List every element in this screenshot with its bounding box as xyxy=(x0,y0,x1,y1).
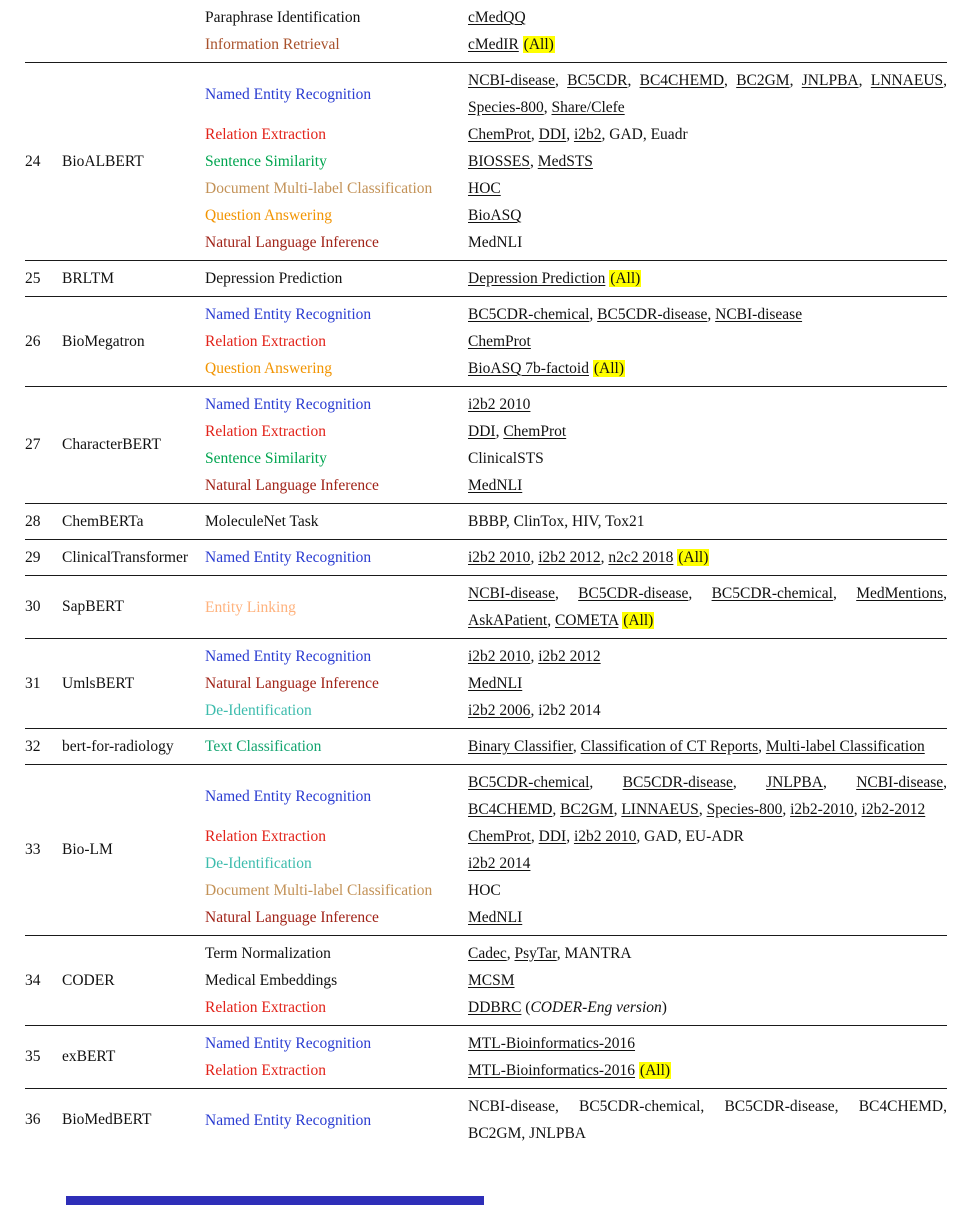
model-name: bert-for-radiology xyxy=(62,737,174,755)
dataset-text: Tox21 xyxy=(605,513,645,530)
dataset-link[interactable]: PsyTar xyxy=(514,945,557,962)
dataset-link[interactable]: cMedQQ xyxy=(468,9,526,26)
row-lines xyxy=(205,261,947,296)
dataset-link[interactable]: i2b2 2012 xyxy=(538,648,601,665)
dataset-link[interactable]: BC5CDR-disease xyxy=(578,585,689,602)
datasets-cell xyxy=(468,1030,947,1057)
dataset-link[interactable]: i2b2 2010 xyxy=(468,549,531,566)
dataset-link[interactable]: Share/Clefe xyxy=(551,99,625,116)
dataset-text: BC5CDR-chemical xyxy=(579,1098,701,1115)
dataset-link[interactable]: HOC xyxy=(468,180,501,197)
datasets-cell xyxy=(468,877,947,904)
dataset-text: HOC xyxy=(468,882,501,899)
task-line xyxy=(205,301,947,328)
table-row xyxy=(25,1088,947,1151)
task-label: Term Normalization xyxy=(205,945,331,962)
dataset-link[interactable]: DDI xyxy=(538,828,567,845)
dataset-link[interactable]: NCBI-disease xyxy=(856,774,944,791)
datasets-cell xyxy=(468,994,947,1021)
dataset-text: ( xyxy=(525,999,531,1016)
task-label: Document Multi-label Classification xyxy=(205,180,433,197)
task-line xyxy=(205,823,947,850)
dataset-link[interactable]: cMedIR xyxy=(468,36,519,53)
task-line xyxy=(205,175,947,202)
datasets-cell xyxy=(468,202,947,229)
dataset-link[interactable]: NCBI-disease xyxy=(715,306,803,323)
task-label: Named Entity Recognition xyxy=(205,549,372,566)
task-label: Sentence Similarity xyxy=(205,153,327,170)
row-number: 24 xyxy=(25,152,41,170)
task-line xyxy=(205,733,947,760)
task-line xyxy=(205,904,947,931)
task-line xyxy=(205,445,947,472)
task-label: De-Identification xyxy=(205,702,312,719)
task-label: Named Entity Recognition xyxy=(205,85,372,103)
row-lines xyxy=(205,639,947,728)
row-number: 30 xyxy=(25,598,41,615)
row-lines xyxy=(205,1089,947,1151)
task-line xyxy=(205,31,947,58)
partial-blue-bar xyxy=(66,1196,484,1205)
task-label: Medical Embeddings xyxy=(205,972,338,989)
row-number: 28 xyxy=(25,512,41,530)
task-label: Relation Extraction xyxy=(205,999,326,1016)
task-line xyxy=(205,265,947,292)
task-label: Paraphrase Identification xyxy=(205,9,361,26)
task-line xyxy=(205,850,947,877)
row-number: 29 xyxy=(25,548,41,566)
row-number: 25 xyxy=(25,269,41,287)
dataset-link[interactable]: MedNLI xyxy=(468,909,523,926)
dataset-text: BC2GM xyxy=(468,1125,522,1142)
task-line xyxy=(205,580,947,634)
row-lines xyxy=(205,729,947,764)
datasets-cell xyxy=(468,472,947,499)
all-highlight: (All) xyxy=(639,1062,671,1079)
dataset-link[interactable]: JNLPBA xyxy=(766,774,823,791)
task-line xyxy=(205,4,947,31)
datasets-cell xyxy=(468,391,947,418)
datasets-cell: BC5CDR-chemical, BC5CDR-disease, JNLPBA, NCBI-disease, BC4CHEMD, BC2GM, LINNAEUS, Species-800, i2b2-2010, i2b2-2012 xyxy=(468,774,948,818)
row-lines xyxy=(205,504,947,539)
task-label: Relation Extraction xyxy=(205,126,326,143)
dataset-link[interactable]: ChemProt xyxy=(503,423,567,440)
datasets-cell xyxy=(468,967,947,994)
datasets-cell: NCBI-disease, BC5CDR-disease, BC5CDR-chemical, MedMentions, AskAPatient, COMETA (All) xyxy=(468,585,948,629)
dataset-link[interactable]: BC5CDR-chemical xyxy=(711,585,833,602)
dataset-link[interactable]: DDBRC xyxy=(468,999,522,1016)
task-line xyxy=(205,940,947,967)
dataset-link[interactable]: n2c2 2018 xyxy=(608,549,674,566)
row-lines xyxy=(205,0,947,62)
table-row xyxy=(25,728,947,764)
dataset-link[interactable]: BC2GM xyxy=(736,72,790,89)
datasets-cell xyxy=(468,445,947,472)
datasets-cell xyxy=(468,328,947,355)
dataset-text: BC4CHEMD xyxy=(858,1098,944,1115)
row-number: 33 xyxy=(25,841,41,858)
dataset-text: GAD xyxy=(644,828,678,845)
dataset-link[interactable]: MTL-Bioinformatics-2016 xyxy=(468,1062,636,1079)
datasets-cell: i2b2 2010, i2b2 2012, n2c2 2018 (All) xyxy=(468,549,709,566)
dataset-link[interactable]: BC5CDR-chemical xyxy=(468,306,590,323)
datasets-cell xyxy=(468,670,947,697)
row-number: 36 xyxy=(25,1111,41,1128)
dataset-link[interactable]: i2b2 xyxy=(573,126,602,143)
datasets-cell: NCBI-disease, BC5CDR-chemical, BC5CDR-disease, BC4CHEMD, BC2GM, JNLPBA xyxy=(468,1098,947,1142)
datasets-cell xyxy=(468,355,947,382)
dataset-text: EU-ADR xyxy=(685,828,745,845)
task-label: Relation Extraction xyxy=(205,423,326,440)
all-highlight: (All) xyxy=(610,270,641,287)
datasets-cell xyxy=(468,1057,947,1084)
dataset-link[interactable]: BC5CDR-disease xyxy=(622,774,733,791)
dataset-link[interactable]: i2b2 2012 xyxy=(538,549,601,566)
datasets-cell: i2b2 2010, i2b2 2012 xyxy=(468,648,601,665)
dataset-text: MedNLI xyxy=(468,234,523,251)
task-label: Named Entity Recognition xyxy=(205,396,372,413)
dataset-link[interactable]: MCSM xyxy=(468,972,515,989)
task-label: MoleculeNet Task xyxy=(205,513,319,530)
dataset-text: HIV xyxy=(572,513,598,530)
task-line xyxy=(205,121,947,148)
row-lines xyxy=(205,387,947,503)
datasets-cell: ChemProt, DDI, i2b2, GAD, Euadr xyxy=(468,126,688,143)
task-label: Relation Extraction xyxy=(205,828,326,845)
datasets-cell: BIOSSES, MedSTS xyxy=(468,153,593,170)
row-lines xyxy=(205,1026,947,1088)
task-label: De-Identification xyxy=(205,855,312,872)
task-label: Named Entity Recognition xyxy=(205,648,372,665)
dataset-link[interactable]: Cadec xyxy=(468,945,507,962)
task-line xyxy=(205,643,947,670)
datasets-cell: BC5CDR-chemical, BC5CDR-disease, NCBI-disease xyxy=(468,306,803,323)
dataset-note: CODER-Eng version xyxy=(530,999,662,1016)
task-line xyxy=(205,1057,947,1084)
dataset-link[interactable]: BC4CHEMD xyxy=(468,801,553,818)
dataset-link[interactable]: i2b2-2010 xyxy=(790,801,854,818)
datasets-cell xyxy=(468,850,947,877)
datasets-cell: DDI, ChemProt xyxy=(468,423,567,440)
task-line xyxy=(205,877,947,904)
task-label: Entity Linking xyxy=(205,598,296,616)
dataset-link[interactable]: i2b2 2014 xyxy=(468,855,531,872)
row-number: 26 xyxy=(25,332,41,350)
dataset-link[interactable]: JNLPBA xyxy=(801,72,859,89)
dataset-link[interactable]: Species-800 xyxy=(706,801,783,818)
dataset-link[interactable]: BIOSSES xyxy=(468,153,531,170)
dataset-link[interactable]: Binary Classifier xyxy=(468,738,573,755)
dataset-link[interactable]: BC5CDR-chemical xyxy=(468,774,590,791)
task-line xyxy=(205,418,947,445)
row-number: 34 xyxy=(25,971,41,989)
dataset-text: ) xyxy=(661,999,667,1016)
table-row xyxy=(25,260,947,296)
task-line xyxy=(205,1030,947,1057)
model-name: BRLTM xyxy=(62,269,114,287)
task-label: Sentence Similarity xyxy=(205,450,327,467)
dataset-link[interactable]: BC5CDR xyxy=(567,72,628,89)
datasets-cell: NCBI-disease, BC5CDR, BC4CHEMD, BC2GM, JNLPBA, LNNAEUS, Species-800, Share/Clefe xyxy=(468,72,948,116)
all-highlight: (All) xyxy=(678,549,709,566)
datasets-cell xyxy=(468,4,947,31)
row-number: 27 xyxy=(25,436,41,453)
row-lines xyxy=(205,63,947,260)
dataset-text: BC5CDR-disease xyxy=(724,1098,835,1115)
model-name: CODER xyxy=(62,971,115,989)
table-row xyxy=(25,0,947,62)
dataset-link[interactable]: ChemProt xyxy=(468,828,531,845)
dataset-link[interactable]: i2b2 2010 xyxy=(468,396,531,413)
dataset-link[interactable]: i2b2 2010 xyxy=(468,648,531,665)
dataset-text: BBBP xyxy=(468,513,506,530)
dataset-text: i2b2 2014 xyxy=(538,702,601,719)
model-name: BioMedBERT xyxy=(62,1111,152,1128)
dataset-link[interactable]: NCBI-disease xyxy=(468,585,555,602)
task-line xyxy=(205,508,947,535)
dataset-link[interactable]: i2b2 2006 xyxy=(468,702,531,719)
datasets-cell xyxy=(468,229,947,256)
model-name: BioMegatron xyxy=(62,332,145,350)
task-label: Natural Language Inference xyxy=(205,477,379,494)
task-label: Question Answering xyxy=(205,360,333,377)
model-name: exBERT xyxy=(62,1048,116,1065)
dataset-link[interactable]: MTL-Bioinformatics-2016 xyxy=(468,1035,636,1052)
dataset-link[interactable]: ChemProt xyxy=(468,333,531,350)
table-row xyxy=(25,764,947,935)
task-line xyxy=(205,697,947,724)
task-label: Depression Prediction xyxy=(205,270,343,287)
task-label: Information Retrieval xyxy=(205,36,340,53)
task-label: Named Entity Recognition xyxy=(205,787,372,805)
table-row xyxy=(25,539,947,575)
dataset-link[interactable]: NCBI-disease xyxy=(468,72,555,89)
row-lines xyxy=(205,576,947,638)
table-row xyxy=(25,62,947,260)
row-lines xyxy=(205,936,947,1025)
task-line xyxy=(205,355,947,382)
datasets-cell xyxy=(468,175,947,202)
datasets-cell: BBBP, ClinTox, HIV, Tox21 xyxy=(468,513,645,530)
datasets-cell: ChemProt, DDI, i2b2 2010, GAD, EU-ADR xyxy=(468,828,745,845)
dataset-link[interactable]: MedNLI xyxy=(468,477,523,494)
all-highlight: (All) xyxy=(593,360,624,377)
task-label: Named Entity Recognition xyxy=(205,1035,372,1052)
task-line xyxy=(205,769,947,823)
task-label: Relation Extraction xyxy=(205,1062,326,1079)
row-lines xyxy=(205,297,947,386)
all-highlight: (All) xyxy=(623,612,654,629)
task-line xyxy=(205,391,947,418)
row-lines xyxy=(205,765,947,935)
dataset-link[interactable]: i2b2 2010 xyxy=(573,828,637,845)
dataset-link[interactable]: Species-800 xyxy=(468,99,544,116)
dataset-link[interactable]: MedMentions xyxy=(856,585,944,602)
task-label: Named Entity Recognition xyxy=(205,1111,372,1129)
dataset-link[interactable]: BC2GM xyxy=(560,801,614,818)
task-line xyxy=(205,994,947,1021)
dataset-link[interactable]: MedSTS xyxy=(537,153,593,170)
dataset-text: NCBI-disease xyxy=(468,1098,555,1115)
task-line xyxy=(205,202,947,229)
datasets-cell xyxy=(468,904,947,931)
task-label: Natural Language Inference xyxy=(205,909,379,926)
task-label: Document Multi-label Classification xyxy=(205,882,433,899)
dataset-link[interactable]: Classification of CT Reports xyxy=(580,738,759,755)
dataset-link[interactable]: MedNLI xyxy=(468,675,523,692)
datasets-cell xyxy=(468,31,947,58)
task-line xyxy=(205,229,947,256)
dataset-link[interactable]: DDI xyxy=(468,423,496,440)
row-lines xyxy=(205,540,947,575)
dataset-link[interactable]: COMETA xyxy=(554,612,619,629)
task-line xyxy=(205,1093,947,1147)
table-row xyxy=(25,935,947,1025)
task-line xyxy=(205,148,947,175)
table-row xyxy=(25,296,947,386)
dataset-link[interactable]: BioASQ xyxy=(468,207,522,224)
table-row xyxy=(25,575,947,638)
all-highlight: (All) xyxy=(523,36,554,53)
task-line xyxy=(205,670,947,697)
task-line xyxy=(205,67,947,121)
task-line xyxy=(205,967,947,994)
row-number: 32 xyxy=(25,737,41,755)
dataset-text: ClinTox xyxy=(513,513,565,530)
task-label: Relation Extraction xyxy=(205,333,326,350)
task-label: Text Classification xyxy=(205,738,322,755)
dataset-text: JNLPBA xyxy=(529,1125,587,1142)
datasets-cell: Binary Classifier, Classification of CT Reports, Multi-label Classification xyxy=(468,738,925,755)
dataset-link[interactable]: BC4CHEMD xyxy=(639,72,725,89)
table-row xyxy=(25,638,947,728)
task-label: Question Answering xyxy=(205,207,333,224)
dataset-link[interactable]: DDI xyxy=(538,126,567,143)
model-name: Bio-LM xyxy=(62,841,113,858)
dataset-link[interactable]: AskAPatient xyxy=(468,612,548,629)
task-label: Natural Language Inference xyxy=(205,675,379,692)
table-row xyxy=(25,503,947,539)
dataset-link[interactable]: LINNAEUS xyxy=(621,801,699,818)
model-name: CharacterBERT xyxy=(62,436,161,453)
dataset-text: Euadr xyxy=(650,126,688,143)
dataset-link[interactable]: ChemProt xyxy=(468,126,531,143)
model-name: SapBERT xyxy=(62,598,124,615)
task-line xyxy=(205,544,947,571)
table-row xyxy=(25,386,947,503)
datasets-cell: Cadec, PsyTar, MANTRA xyxy=(468,945,632,962)
datasets-cell xyxy=(468,265,947,292)
datasets-cell: i2b2 2006, i2b2 2014 xyxy=(468,702,601,719)
row-number: 31 xyxy=(25,674,41,692)
row-number: 35 xyxy=(25,1048,41,1065)
model-name: ChemBERTa xyxy=(62,512,144,530)
model-name: BioALBERT xyxy=(62,152,144,170)
dataset-link[interactable]: BioASQ 7b-factoid xyxy=(468,360,589,377)
dataset-text: MANTRA xyxy=(564,945,632,962)
dataset-link[interactable]: LNNAEUS xyxy=(870,72,944,89)
task-line xyxy=(205,472,947,499)
task-label: Named Entity Recognition xyxy=(205,306,372,323)
table-row xyxy=(25,1025,947,1088)
task-line xyxy=(205,328,947,355)
task-label: Natural Language Inference xyxy=(205,234,379,251)
dataset-text: ClinicalSTS xyxy=(468,450,544,467)
dataset-link[interactable]: i2b2-2012 xyxy=(861,801,926,818)
model-name: ClinicalTransformer xyxy=(62,548,188,566)
dataset-link[interactable]: Multi-label Classification xyxy=(765,738,925,755)
dataset-text: GAD xyxy=(609,126,643,143)
model-name: UmlsBERT xyxy=(62,674,135,692)
dataset-link[interactable]: Depression Prediction xyxy=(468,270,606,287)
dataset-link[interactable]: BC5CDR-disease xyxy=(597,306,708,323)
